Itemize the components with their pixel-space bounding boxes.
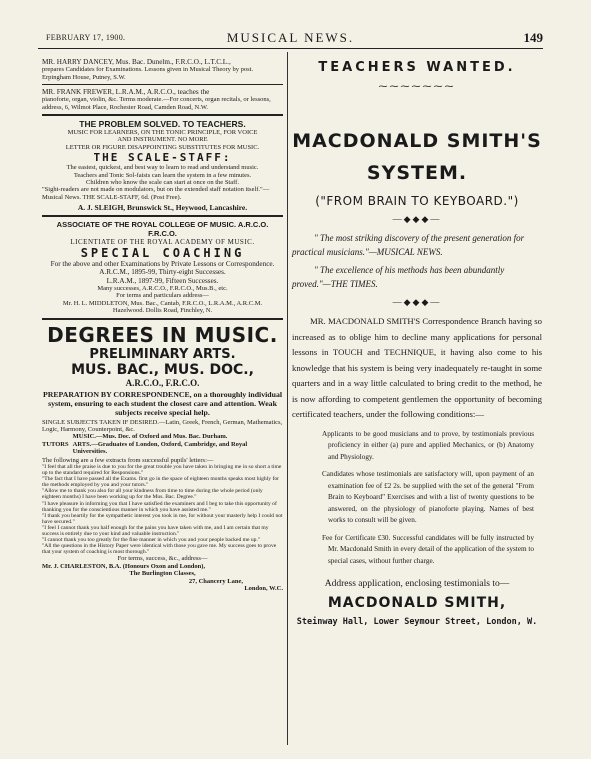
degrees-addr2: The Burlington Classes, [129,570,196,578]
extract-4: "I have pleasure in informing you that I have satisfied the examiners and I beg to take this opportunity of thanking you for the conscientious manner in which you have assisted me." [42,500,277,513]
coaching-addr1: Mr. H. L. MIDDLETON, Mus. Bac., Cantab, F.R.C.O., L.R.A.M., A.R.C.M. [62,299,263,307]
macdonald-name: MACDONALD SMITH, [327,595,507,611]
problem-line2: AND INSTRUMENT. NO MORE [117,136,208,144]
problem-title: THE PROBLEM SOLVED. TO TEACHERS. [79,119,246,130]
divider [42,114,283,116]
ornament-rule: ⁓⁓⁓⁓⁓⁓⁓ [378,81,456,91]
coaching-result3: Many successes, A.R.C.O., F.R.C.O., Mus.B., etc. [97,284,228,292]
header-rule [38,48,543,49]
quote-times: " The excellence of his methods has been abundantly proved."—THE TIMES. [292,265,505,289]
divider [42,215,283,217]
teachers-wanted-heading: TEACHERS WANTED. [318,60,516,75]
issue-date: FEBRUARY 17, 1900. [46,33,126,42]
problem-desc1: The easiest, quickest, and best way to learn to read and understand music. [66,164,259,172]
ornament-divider: —◆◆◆— [392,297,442,307]
ornament-divider: —◆◆◆— [392,214,442,224]
ad-dancey-text: prepares Candidates for Examinations. Lessons given in Musical Theory by post. Erpingham House, Putney, S.W. [42,66,254,81]
quote-musical-news: " The most striking discovery of the present generation for practical musicians."—MUSICAL NEWS. [292,233,525,257]
degrees-title: DEGREES IN MUSIC. [47,322,278,347]
ad-coaching [42,220,283,314]
problem-line1: MUSIC FOR LEARNERS, ON THE TONIC PRINCIPLE, FOR VOICE [67,129,258,137]
body-paragraph: MR. MACDONALD SMITH'S Correspondence Branch having so increased as to oblige him to decline many applications for personal lessons in TOUCH and TECHNIQUE, it having also come to his knowledge that his system is being very inadequately re-taught in some quarters and in a way little calculated to bring credit to the method, he is now affording to competent gentlemen the opportunity of becoming certificated teachers, under the following conditions:— [292,316,542,419]
extract-5: "I thank you heartily for the sympathetic interest you took in me, for without your masterly help I could not have secured." [42,512,283,525]
tutor-music: MUSIC.—Mus. Doc. of Oxford and Mus. Bac. Durham. [72,433,228,441]
brain-to-keyboard-subtitle: ("FROM BRAIN TO KEYBOARD.") [315,194,519,208]
ad-scale-staff [42,119,283,212]
ad-degrees [42,323,283,593]
degrees-terms: For terms, success, &c., address— [117,555,208,563]
page-number: 149 [523,30,543,45]
ad-dancey-name: MR. HARRY DANCEY, Mus. Bac. Dunelm., F.R.C.O., L.T.C.L., [42,58,231,66]
ad-frewer-text: pianoforte, organ, violin, &c. Terms moderate.—For concerts, organ recitals, or lessons, address, 6, Wilmot Place, Rochester Road, Camden Road, N.W. [42,96,271,111]
steinway-address: Steinway Hall, Lower Seymour Street, London, W. [296,617,538,627]
extract-7: "I cannot thank you too greatly for the fine manner in which you and your people backed me up." [42,537,261,544]
extract-8: "All the questions in the History Paper were identical with those you gave me. My success goes to prove that your system of coaching is most thorough." [42,543,277,556]
degrees-addr4: London, W.C. [244,584,283,592]
degrees-single: SINGLE SUBJECTS TAKEN IF DESIRED.—Latin, Greek, French, German, Mathematics, Logic, Harmony, Counterpoint, &c. [42,418,283,433]
problem-quote: "Sight-readers are not made on modulators, but on the extended staff notation itself."—Musical News. THE SCALE-STAFF, 6d. (Post Free). [42,186,270,201]
degrees-prelim: PRELIMINARY ARTS. [89,346,236,362]
degrees-musbac: MUS. BAC., MUS. DOC., [71,361,254,378]
column-divider [287,52,288,745]
degrees-addr1: Mr. J. CHARLESTON, B.A. (Honours Oxon and London), [42,562,206,570]
condition-3: Fee for Certificate £30. Successful candidates will be fully instructed by Mr. Macdonald Smith in every detail of the application of the system to special cases, without further charge. [322,533,534,565]
coaching-sub: LICENTIATE OF THE ROYAL ACADEMY OF MUSIC. [70,238,255,247]
extract-6: "I feel I cannot thank you half enough for the pains you have taken with me, and I am certain that my success is entirely due to your kind and valuable instruction." [42,524,269,537]
condition-1: Applicants to be good musicians and to prove, by testimonials previous proficiency in either (a) pure and applied Mechanics, or (b) Anatomy and Physiology. [322,429,534,461]
extract-2: "The fact that I have passed all the Exams. first go in the space of eighteen months speaks most highly for the methods employed by you and your tutors." [42,476,280,489]
coaching-addr2: Hazelwood. Dollis Road, Finchley, N. [112,307,213,315]
left-column [42,52,283,592]
coaching-heading: SPECIAL COACHING [80,246,245,261]
degrees-extracts-intro: The following are a few extracts from successful pupils' letters:— [42,456,214,464]
ad-frewer [42,88,283,111]
coaching-terms: For terms and particulars address— [116,292,209,300]
system-title: SYSTEM. [366,162,468,184]
condition-2: Candidates whose testimonials are satisfactory will, upon payment of an examination fee of £2 2s. be supplied with the set of the general "From Brain to Keyboard" Exercises and with a list of twenty questions to be answered, on the physiology of pianoforte playing. Names of best works to consult will be given. [322,470,534,524]
tutors-list [73,433,283,455]
extract-3: "Allow me to thank you also for all your kindness from time to time during the whole period (only eighteen months) I have been working up for the Mus. Bac. Degree." [42,488,263,501]
divider [42,84,283,85]
publication-title: MUSICAL NEWS. [226,30,355,45]
page-header [38,30,543,48]
tutors-label: TUTORS [42,440,69,448]
coaching-title: ASSOCIATE OF THE ROYAL COLLEGE OF MUSIC. A.R.C.O. F.R.C.O. [56,220,269,239]
tutor-arts: ARTS.—Graduates of London, Oxford, Cambridge, and Royal Universities. [72,440,248,456]
degrees-arco: A.R.C.O., F.R.C.O. [125,377,200,388]
problem-desc2: Teachers and Tonic Sol-faists can learn the system in a few minutes. [73,171,252,179]
divider [42,318,283,320]
coaching-result1: A.R.C.M., 1895-99, Thirty-eight Successes. [99,268,226,277]
coaching-desc: For the above and other Examinations by Private Lessons or Correspondence. [50,260,275,269]
address-intro: Address application, enclosing testimonials to— [324,579,510,589]
problem-contact: A. J. SLEIGH, Brunswick St., Heywood, Lancashire. [77,203,248,213]
degrees-addr3: 27, Chancery Lane, [188,577,243,585]
scale-staff-heading: THE SCALE-STAFF: [93,151,232,165]
coaching-result2: L.R.A.M., 1897-99, Fifteen Successes. [106,276,219,285]
macdonald-title: MACDONALD SMITH'S [292,130,542,152]
right-column [292,52,542,627]
degrees-prep: PREPARATION BY CORRESPONDENCE, on a thoroughly individual system, ensuring to each student the closest care and attention. Weak subjects receive special help. [42,389,283,417]
problem-line3: LETTER OR FIGURE DISAPPOINTING SUBSTITUTES FOR MUSIC. [65,143,260,151]
problem-desc3: Children who know the scale can start at once on the Staff. [86,179,239,187]
ad-dancey [42,58,283,81]
extract-1: "I feel that all the praise is due to you for the great trouble you have taken in bringing me in so short a time up to the standard required for Responsions." [42,463,282,477]
ad-frewer-name: MR. FRANK FREWER, L.R.A.M., A.R.C.O., teaches the [42,88,210,97]
tutors-block [42,433,283,455]
